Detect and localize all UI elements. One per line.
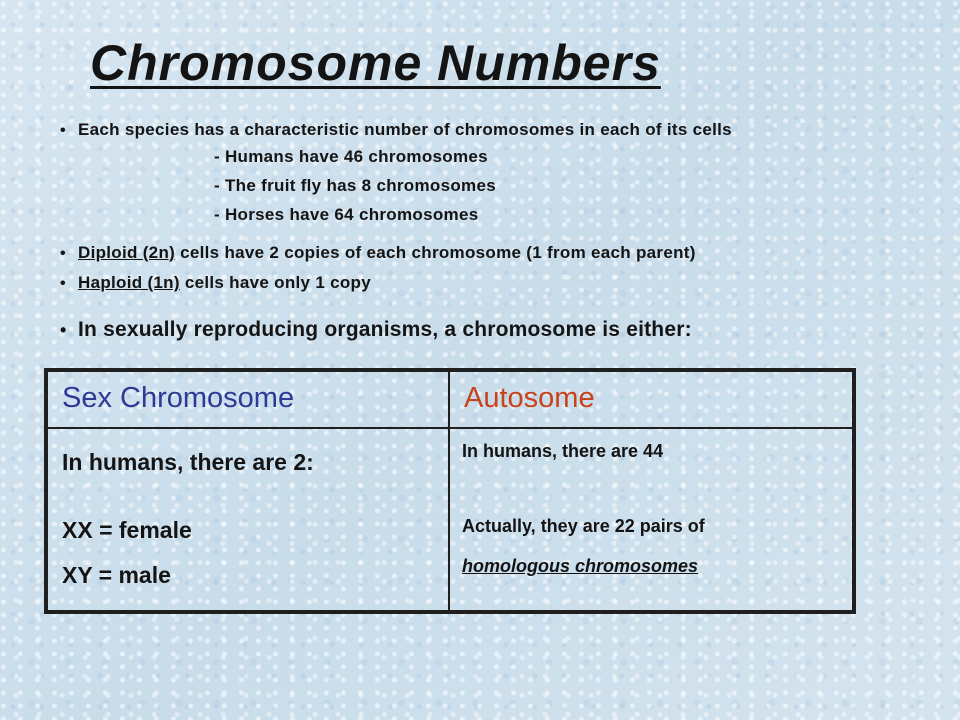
bullet-either-text: In sexually reproducing organisms, a chromosome is either: xyxy=(78,318,692,341)
bullet-dot: • xyxy=(60,122,66,139)
bullet-diploid xyxy=(60,243,696,263)
bullet-species xyxy=(60,120,732,140)
homologous-term: homologous chromosomes xyxy=(462,556,699,576)
diploid-term: Diploid (2n) xyxy=(78,243,176,262)
example-humans: - Humans have 46 chromosomes xyxy=(214,147,488,166)
xx-female-text: XX = female xyxy=(62,517,192,543)
slide-title: Chromosome Numbers xyxy=(90,35,661,91)
autosome-pairs-text: Actually, they are 22 pairs of xyxy=(462,516,705,536)
haploid-term: Haploid (1n) xyxy=(78,273,180,292)
sex-chromosome-header: Sex Chromosome xyxy=(46,370,450,429)
chromosome-table xyxy=(44,368,856,614)
autosome-header: Autosome xyxy=(448,370,854,429)
xy-male-text: XY = male xyxy=(62,562,171,588)
sex-count-text: In humans, there are 2: xyxy=(62,449,314,475)
example-fruit-fly: - The fruit fly has 8 chromosomes xyxy=(214,176,496,195)
haploid-text: cells have only 1 copy xyxy=(179,273,371,292)
sex-chromosome-cell xyxy=(46,427,450,612)
example-horses: - Horses have 64 chromosomes xyxy=(214,205,479,224)
bullet-dot: • xyxy=(60,320,67,340)
autosome-cell xyxy=(448,427,854,612)
bullet-haploid xyxy=(60,273,371,293)
diploid-text: cells have 2 copies of each chromosome (1 from each parent) xyxy=(175,243,696,262)
autosome-count-text: In humans, there are 44 xyxy=(462,441,664,461)
bullet-either xyxy=(60,318,692,342)
bullet-dot: • xyxy=(60,245,66,262)
bullet-species-text: Each species has a characteristic number of chromosomes in each of its cells xyxy=(78,120,732,139)
bullet-dot: • xyxy=(60,275,66,292)
